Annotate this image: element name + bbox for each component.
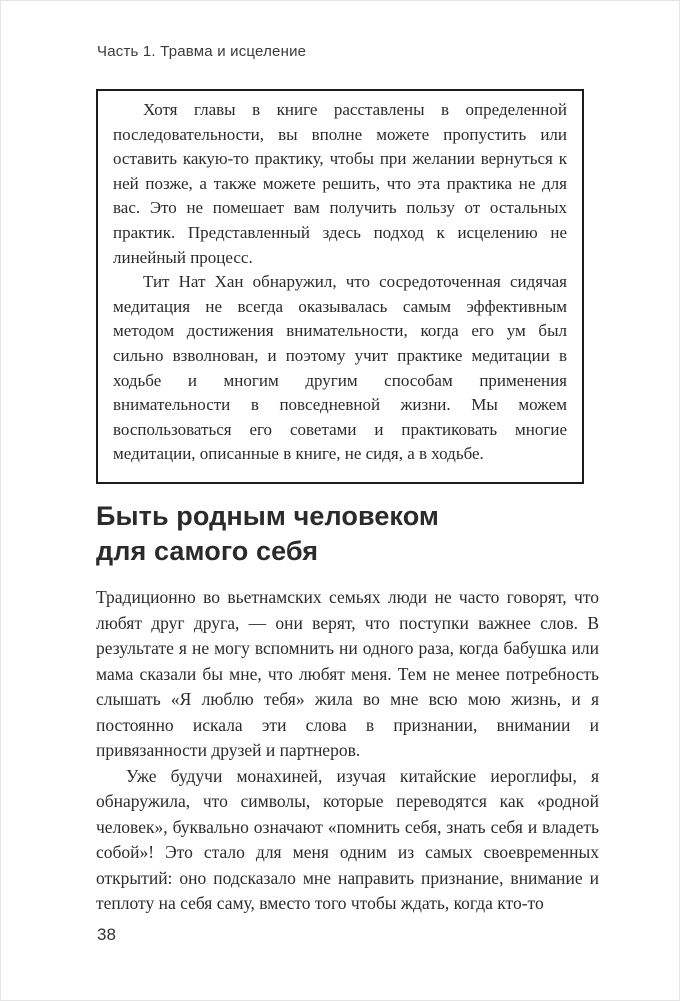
section-title xyxy=(96,499,439,569)
page-number: 38 xyxy=(97,925,116,944)
note-box xyxy=(96,89,584,484)
body-paragraph: Традиционно во вьетнамских семьях люди не часто говорят, что любят друг друга, — они верят, что поступки важнее слов. В результате я не могу вспомнить ни одного раза, когда бабушка или мама сказали бы мне, что любят меня. Тем не менее потребность слышать «Я люблю тебя» жила во мне всю мою жизнь, и я постоянно искала эти слова в признании, внимании и привязанности друзей и партнеров. xyxy=(96,587,599,760)
section-title-line-1: Быть родным человеком xyxy=(96,501,440,531)
note-paragraph: Тит Нат Хан обнаружил, что сосредоточенная сидячая медитация не всегда оказывалась самым эффективным методом достижения внимательности, когда его ум был сильно взволнован, и поэтому учит практике медитации в ходьбе и многим другим способам применения внимательности в повседневной жизни. Мы можем воспользоваться его советами и практиковать многие медитации, описанные в книге, не сидя, а в ходьбе. xyxy=(113,272,567,464)
section-title-line-2: для самого себя xyxy=(96,536,319,566)
running-header: Часть 1. Травма и исцеление xyxy=(97,43,307,60)
body-text xyxy=(96,585,599,917)
body-paragraph: Уже будучи монахиней, изучая китайские иероглифы, я обнаружила, что символы, которые переводятся как «родной человек», буквально означают «помнить себя, знать себя и владеть собой»! Это стало для меня одним из самых своевременных открытий: оно подсказало мне направить признание, внимание и теплоту на себя саму, вместо того чтобы ждать, когда кто-то xyxy=(96,765,599,913)
note-paragraph: Хотя главы в книге расставлены в определенной последовательности, вы вполне можете пропустить или оставить какую-то практику, чтобы при желании вернуться к ней позже, а также можете решить, что эта практика не для вас. Это не помешает вам получить пользу от остальных практик. Представленный здесь подход к исцелению не линейный процесс. xyxy=(113,100,567,267)
